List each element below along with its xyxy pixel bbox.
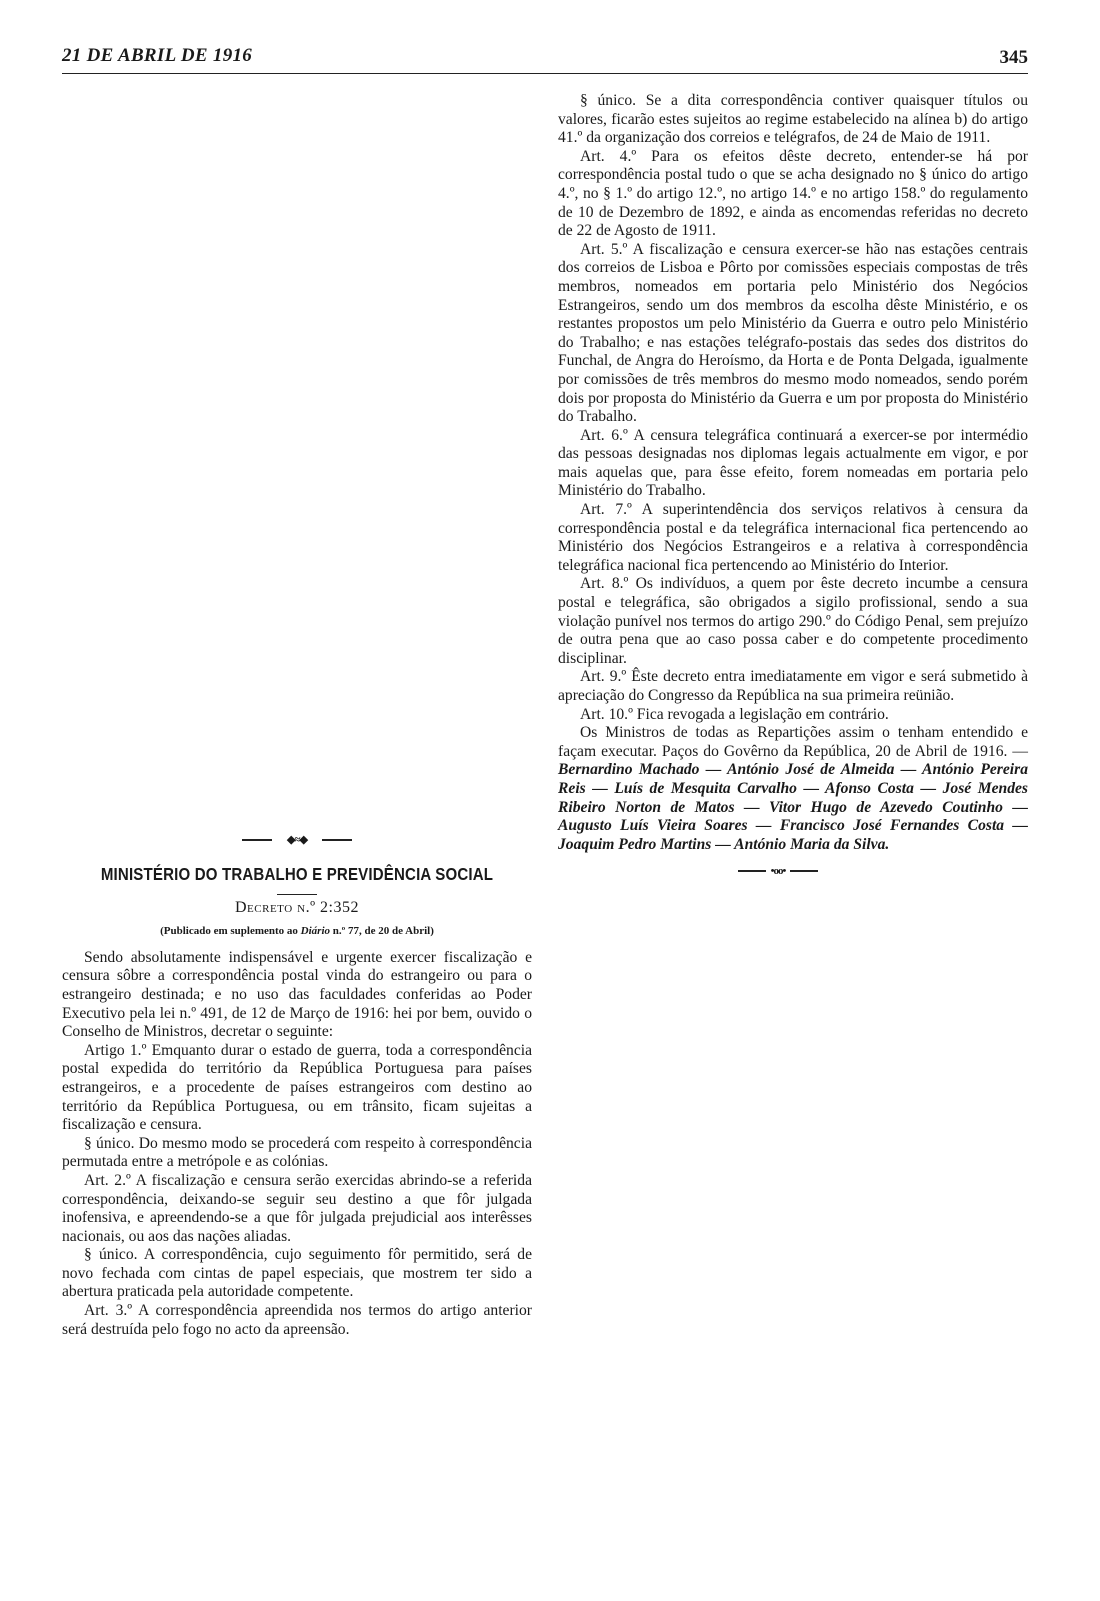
article-3-sole-paragraph: § único. Se a dita correspondência contiver quaisquer títulos ou valores, ficarão estes sujeitos ao regime estabelecido na alínea b) do artigo 41.º da organização dos correios e telégrafos, de 24 de Maio de 1911. (558, 92, 1028, 147)
article-9: Art. 9.º Êste decreto entra imediatamente em vigor e será submetido à apreciação do Congresso da República na sua primeira reünião. (558, 668, 1028, 704)
header-date: 21 DE ABRIL DE 1916 (62, 45, 253, 66)
ministry-heading: MINISTÉRIO DO TRABALHO E PREVIDÊNCIA SOCIAL (100, 864, 494, 884)
header-rule (62, 73, 1028, 74)
end-ornament: •oo• (738, 864, 818, 878)
article-2-sole-paragraph: § único. A correspondência, cujo seguimento fôr permitido, será de novo fechada com cintas de papel especiais, que mostrem ter sido a abertura praticada pela autoridade competente. (62, 1246, 532, 1301)
article-4: Art. 4.º Para os efeitos dêste decreto, entender-se há por correspondência postal tudo o que se acha designado no § único do artigo 4.º, no § 1.º do artigo 12.º, no artigo 14.º e no artigo 158.º do regulamento de 10 de Dezembro de 1892, e ainda as encomendas referidas no decreto de 22 de Agosto de 1911. (558, 147, 1028, 240)
page-header (62, 45, 1028, 79)
closing-text: Os Ministros de todas as Repartições assim o tenham entendido e façam executar. Paços do Govêrno da República, 20 de Abril de 1916. — (558, 724, 1028, 760)
decree-title: Decreto n.º 2:352 (235, 898, 359, 916)
heading-rule (277, 894, 317, 895)
publication-note: (Publicado em suplemento ao Diário n.º 77, de 20 de Abril) (160, 925, 434, 938)
signatories: Bernardino Machado — António José de Almeida — António Pereira Reis — Luís de Mesquita Carvalho — Afonso Costa — José Mendes Ribeiro Norton de Matos — Vitor Hugo de Azevedo Coutinho — Augusto Luís Vieira Soares — Francisco José Fernandes Costa — Joaquim Pedro Martins — António Maria da Silva. (558, 761, 1028, 853)
article-5: Art. 5.º A fiscalização e censura exercer-se hão nas estações centrais dos correios de Lisboa e Pôrto por comissões especiais compostas de três membros, nomeados em portaria pelo Ministério dos Negócios Estrangeiros, sendo um dos membros da escolha dêste Ministério, e os restantes propostos um pelo Ministério da Guerra e outro pelo Ministério do Trabalho; e nas estações telégrafo-postais das sedes dos distritos do Funchal, de Angra do Heroísmo, da Horta e de Ponta Delgada, igualmente por comissões de três membros do mesmo modo nomeados, sendo porém dois por proposta do Ministério da Guerra e um por proposta do Ministério do Trabalho. (558, 240, 1028, 426)
article-10: Art. 10.º Fica revogada a legislação em contrário. (580, 705, 889, 723)
article-8: Art. 8.º Os indivíduos, a quem por êste decreto incumbe a censura postal e telegráfica, são obrigados a sigilo profissional, sendo a sua violação punível nos termos do artigo 290.º do Código Penal, sem prejuízo de outra pena que ao caso possa caber e do competente procedimento disciplinar. (558, 575, 1028, 667)
article-3: Art. 3.º A correspondência apreendida nos termos do artigo anterior será destruída pelo fogo no acto da apreensão. (62, 1302, 532, 1338)
article-1-sole-paragraph: § único. Do mesmo modo se procederá com respeito à correspondência permutada entre a metrópole e as colónias. (62, 1134, 532, 1171)
left-column (62, 833, 532, 1339)
article-7: Art. 7.º A superintendência dos serviços relativos à censura da correspondência postal e da telegráfica internacional fica pertencendo ao Ministério dos Negócios Estrangeiros e a relativa à correspondência telegráfica nacional fica pertencendo ao Ministério do Interior. (558, 501, 1028, 574)
right-column (558, 92, 1028, 878)
preamble-paragraph: Sendo absolutamente indispensável e urgente exercer fiscalização e censura sôbre a correspondência postal vinda do estrangeiro ou para o estrangeiro destinada; e no uso das faculdades conferidas ao Poder Executivo pela lei n.º 491, de 12 de Março de 1916: hei por bem, ouvido o Conselho de Ministros, decretar o seguinte: (62, 948, 532, 1041)
article-1: Artigo 1.º Emquanto durar o estado de guerra, toda a correspondência postal expedida do território da República Portuguesa para países estrangeiros, e a procedente de países estrangeiros com destino ao território da República Portuguesa, ou em trânsito, ficam sujeitas a fiscalização e censura. (62, 1041, 532, 1134)
article-6: Art. 6.º A censura telegráfica continuará a exercer-se por intermédio das pessoas designadas nos diplomas legais actualmente em vigor, e por mais aquelas que, para êsse efeito, forem nomeadas em portaria pelo Ministério do Trabalho. (558, 426, 1028, 500)
closing-paragraph (558, 724, 1028, 854)
article-2: Art. 2.º A fiscalização e censura serão exercidas abrindo-se a referida correspondência, deixando-se seguir seu destino a que fôr julgada inofensiva, e apreendendo-se a que fôr julgada prejudicial aos interêsses nacionais, ou aos das nações aliadas. (62, 1171, 532, 1245)
section-ornament: ◆≈◆ (242, 833, 352, 847)
page-number: 345 (999, 47, 1028, 68)
